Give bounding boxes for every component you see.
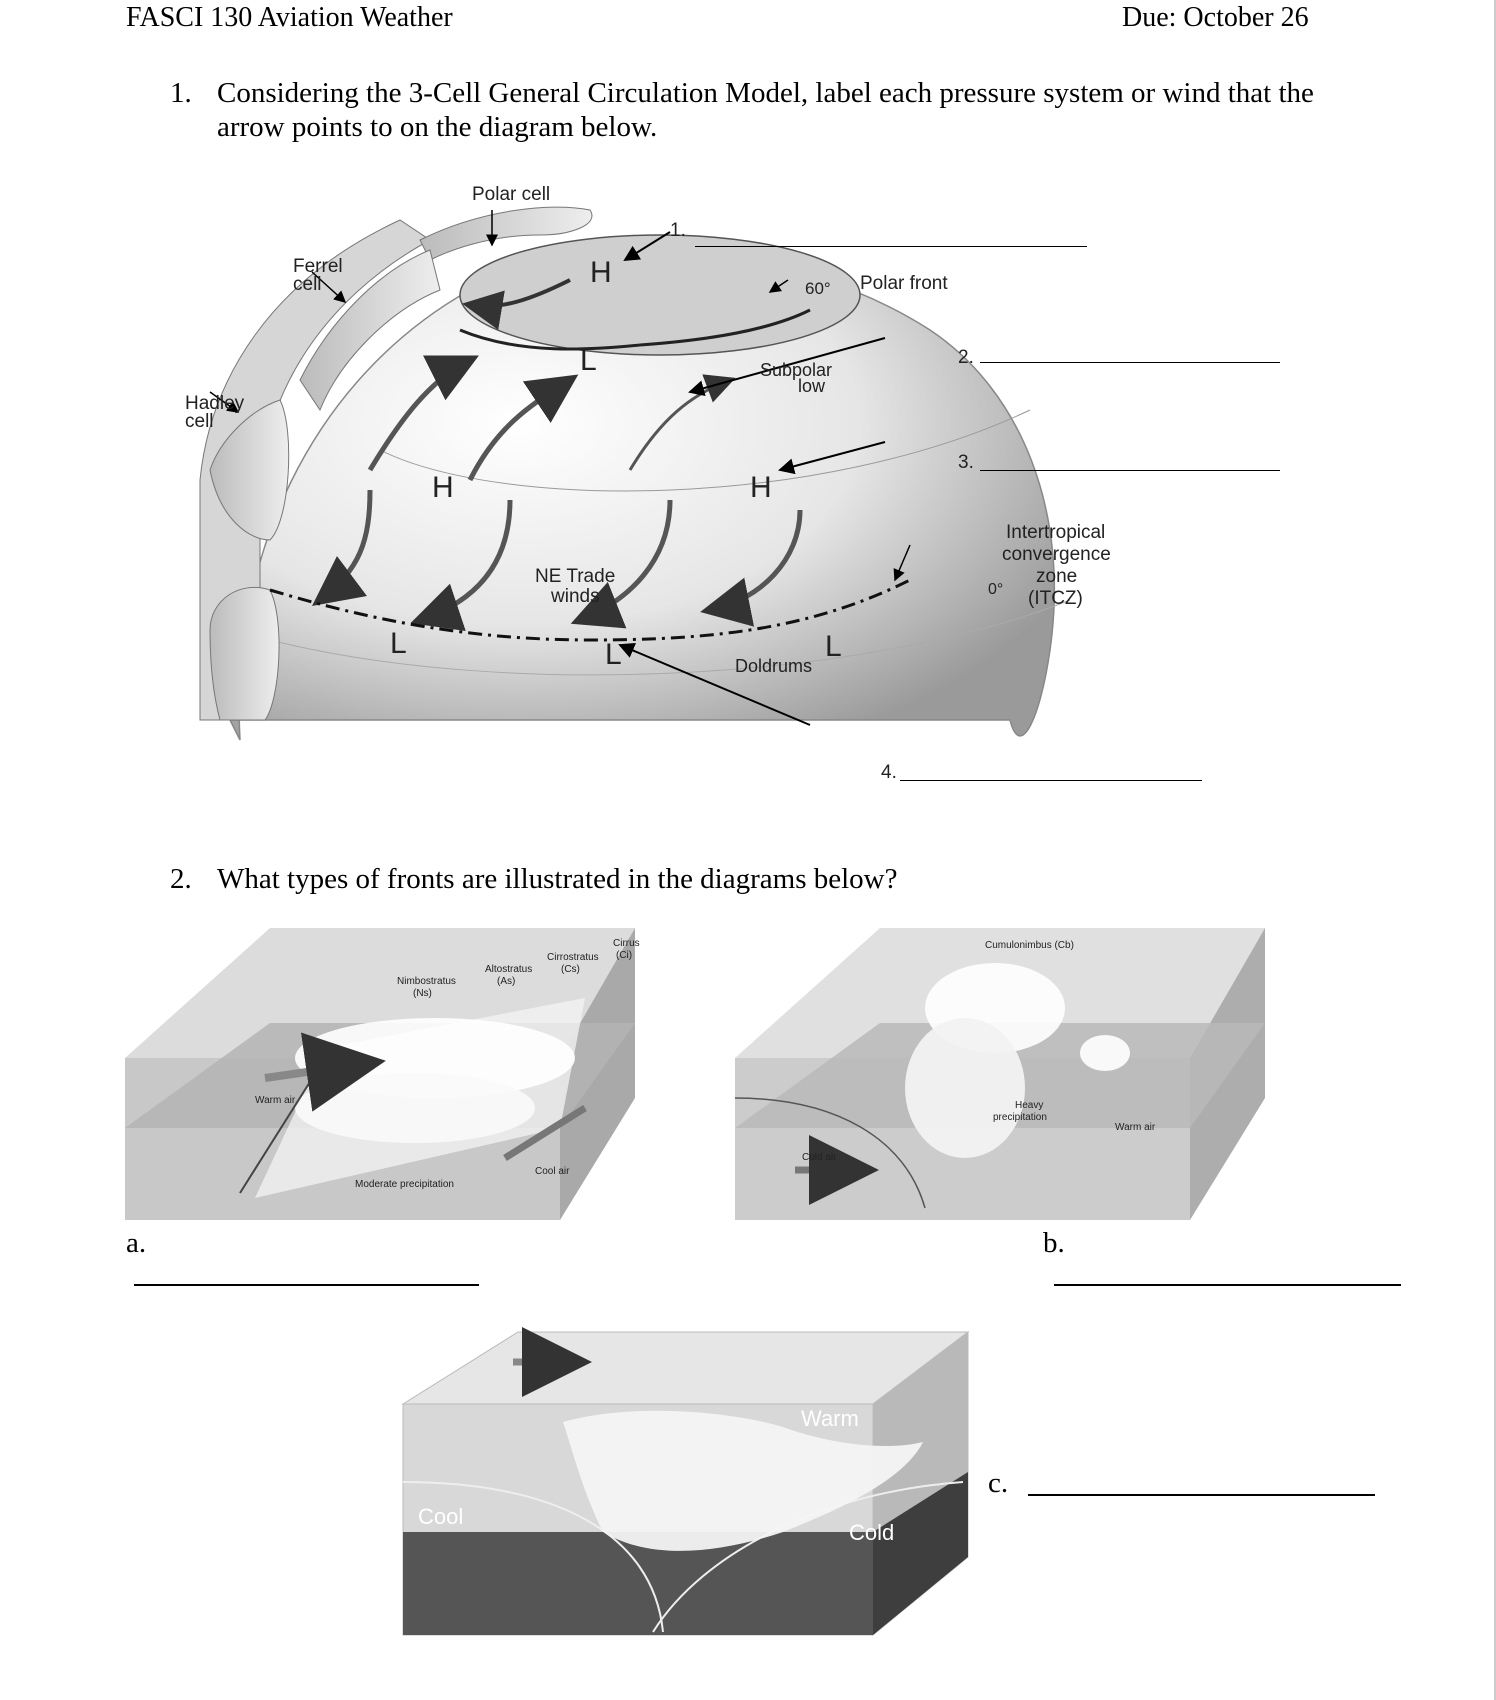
answer-blank-3[interactable] [980,470,1280,471]
block-c-top [403,1332,968,1404]
course-title: FASCI 130 Aviation Weather [126,2,453,33]
zero-degree-label: 0° [988,581,1004,598]
answer-blank-4[interactable] [900,780,1202,781]
cool-label-c: Cool [418,1504,464,1529]
warm-label-c: Warm [801,1406,859,1431]
itcz-label-line-2: convergence [1002,544,1111,565]
high-pressure-east: H [750,471,772,504]
block-b-cloud-main [905,1018,1025,1158]
nimbostratus-label-line-2: (Ns) [413,988,432,999]
ferrel-cell-label-line-2: cell [293,274,322,295]
cirrostratus-label-line-1: Cirrostratus [547,952,599,963]
low-pressure-east: L [825,630,842,663]
low-pressure-west: L [390,627,407,660]
subpolar-low-label-line-1: Subpolar [760,360,833,380]
altostratus-label-line-2: (As) [497,976,516,987]
itcz-label-line-1: Intertropical [1006,522,1106,543]
diagram-a-letter: a. [126,1227,147,1259]
question-1-line-1: Considering the 3-Cell General Circulation Model, label each pressure system or wind that the [217,77,1314,109]
warm-air-label-b: Warm air [1115,1122,1156,1133]
block-c-ground-front [403,1532,873,1635]
nimbostratus-label-line-1: Nimbostratus [397,976,456,987]
block-a-cloud-2 [295,1073,535,1143]
heavy-precipitation-label-line-2: precipitation [993,1112,1047,1123]
itcz-label-line-3: zone [1036,566,1078,587]
diagram-b-letter: b. [1043,1227,1065,1259]
hadley-cell-label-line-1: Hadley [185,393,245,414]
high-pressure-west: H [432,471,454,504]
answer-blank-1[interactable] [695,246,1087,247]
front-diagram-c [403,1332,968,1635]
polar-cap [460,235,860,355]
blank-1-number: 1. [670,220,686,241]
cirrostratus-label-line-2: (Cs) [561,964,580,975]
cool-air-label-a: Cool air [535,1166,570,1177]
high-pressure-polar: H [590,256,612,289]
question-1-line-2: arrow points to on the diagram below. [217,111,658,143]
front-diagram-a [125,928,640,1223]
cumulonimbus-label: Cumulonimbus (Cb) [985,940,1074,951]
subpolar-low-label-line-2: low [798,376,826,396]
question-2-number: 2. [170,863,192,895]
low-pressure-center: L [605,638,622,671]
cirrus-label-line-1: Cirrus [613,938,640,949]
ne-trade-label-line-2: winds [551,586,600,607]
moderate-precipitation-label: Moderate precipitation [355,1179,454,1190]
question-1-text [217,76,1417,144]
answer-blank-b[interactable] [1054,1284,1401,1286]
block-b-cloud-small [1080,1035,1130,1071]
cold-label-c: Cold [849,1520,895,1545]
ferrel-cell-label-line-1: Ferrel [293,256,343,277]
answer-blank-a[interactable] [134,1284,479,1286]
question-2-text: What types of fronts are illustrated in the diagrams below? [217,863,898,895]
diagram-c-letter: c. [988,1467,1009,1499]
hadley-cell-shape-lower [210,587,279,720]
polar-front-label: Polar front [860,273,948,294]
blank-3-number: 3. [958,452,974,473]
altostratus-label-line-1: Altostratus [485,964,533,975]
heavy-precipitation-label-line-1: Heavy [1015,1100,1044,1111]
low-pressure-subpolar: L [580,344,597,377]
question-1-number: 1. [170,77,192,109]
blank-2-number: 2. [958,347,974,368]
polar-cell-label: Polar cell [472,184,551,205]
sixty-degree-label: 60° [805,279,831,298]
hadley-cell-label-line-2: cell [185,411,214,432]
circulation-diagram [170,180,1130,800]
answer-blank-c[interactable] [1028,1494,1375,1496]
due-date: Due: October 26 [1122,2,1309,33]
cold-air-label-b: Cold air [802,1152,837,1163]
front-diagram-b [735,928,1265,1223]
doldrums-label: Doldrums [735,656,813,676]
blank-4-number: 4. [881,762,897,783]
warm-air-label-a: Warm air [255,1095,296,1106]
ne-trade-label-line-1: NE Trade [535,566,616,587]
itcz-label-line-4: (ITCZ) [1028,588,1083,609]
answer-blank-2[interactable] [980,362,1280,363]
cirrus-label-line-2: (Ci) [616,950,633,961]
